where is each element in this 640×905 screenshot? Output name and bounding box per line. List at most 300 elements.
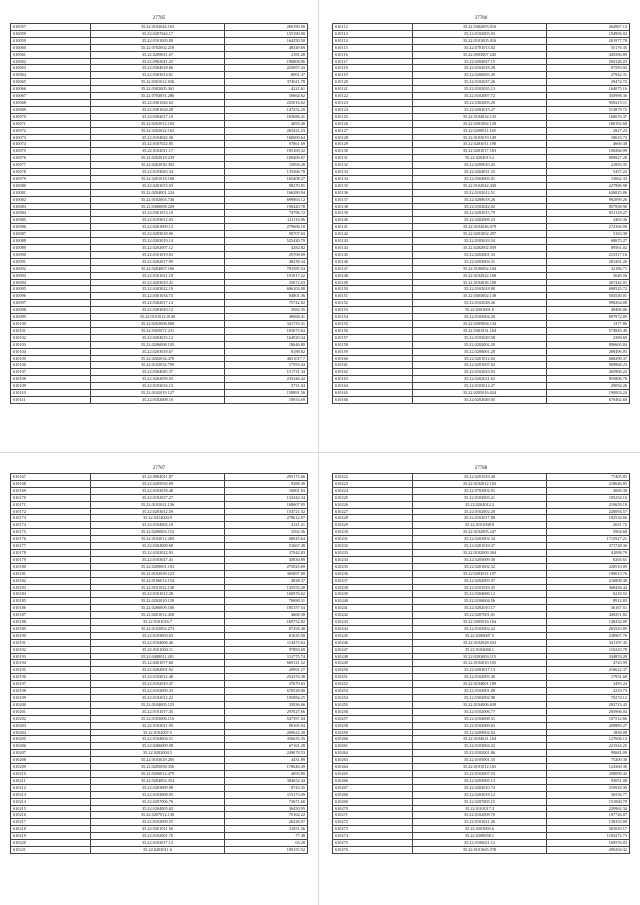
row-amount-cell: 97583.92 <box>546 65 629 72</box>
row-id-cell: 610255 <box>333 701 413 708</box>
row-code-cell: 35.22.0102007.53 <box>413 770 547 777</box>
row-code-cell: 35.22.0104068.1 <box>413 646 547 653</box>
row-id-cell: 610199 <box>11 695 91 702</box>
data-table <box>10 23 308 404</box>
table-row <box>333 480 630 487</box>
row-id-cell: 610088 <box>11 238 91 245</box>
row-code-cell: 35.22.0201015.03 <box>91 182 225 189</box>
data-table <box>332 473 630 854</box>
table-row <box>333 93 630 100</box>
row-amount-cell: 445566.89 <box>546 51 629 58</box>
row-amount-cell: 227986.98 <box>546 182 629 189</box>
table-row <box>11 619 308 626</box>
row-id-cell: 610067 <box>11 93 91 100</box>
table-row <box>11 369 308 376</box>
row-code-cell: 35.22.0302005.20 <box>413 99 547 106</box>
table-row <box>333 570 630 577</box>
row-id-cell: 610101 <box>11 327 91 334</box>
table-row <box>11 770 308 777</box>
row-id-cell: 610185 <box>11 598 91 605</box>
row-code-cell: 35.22.0203009.30 <box>413 556 547 563</box>
table-row <box>11 279 308 286</box>
row-code-cell: 35.22.0102019.127 <box>91 390 225 397</box>
row-id-cell: 610239 <box>333 591 413 598</box>
row-amount-cell: 281261.26 <box>546 258 629 265</box>
row-amount-cell: 121116.06 <box>224 217 307 224</box>
row-amount-cell: 185169.32 <box>224 148 307 155</box>
row-amount-cell: 699865.12 <box>224 196 307 203</box>
table-row <box>11 300 308 307</box>
row-code-cell: 35.22.0305016.164 <box>413 619 547 626</box>
row-id-cell: 610093 <box>11 272 91 279</box>
row-id-cell: 610057 <box>11 24 91 31</box>
table-row <box>333 598 630 605</box>
table-row <box>11 348 308 355</box>
row-code-cell: 35.22.0101021.26 <box>413 819 547 826</box>
row-code-cell: 35.22.0102044.163 <box>91 24 225 31</box>
table-row <box>11 833 308 840</box>
row-amount-cell: 29474.72 <box>546 79 629 86</box>
row-amount-cell: 49068.41 <box>224 314 307 321</box>
row-id-cell: 610144 <box>333 245 413 252</box>
row-amount-cell: 194906.02 <box>546 30 629 37</box>
row-code-cell: 35.22.0102028.26 <box>413 300 547 307</box>
row-amount-cell: 133444.34 <box>224 494 307 501</box>
row-code-cell: 35.22.0103008.05 <box>91 791 225 798</box>
row-amount-cell: 279606.18 <box>224 224 307 231</box>
row-code-cell: 35.22.0202008.23 <box>413 217 547 224</box>
table-row <box>11 764 308 771</box>
table-row <box>11 37 308 44</box>
row-id-cell: 610062 <box>11 58 91 65</box>
row-amount-cell: 67161.28 <box>224 743 307 750</box>
row-amount-cell: 151060.70 <box>546 798 629 805</box>
row-id-cell: 610245 <box>333 632 413 639</box>
row-amount-cell: 37679.63 <box>224 681 307 688</box>
row-id-cell: 610156 <box>333 327 413 334</box>
table-row <box>11 238 308 245</box>
row-code-cell: 35.22.0104002.18 <box>91 522 225 529</box>
row-id-cell: 610111 <box>11 396 91 403</box>
table-row <box>11 134 308 141</box>
row-amount-cell: 166289.94 <box>224 189 307 196</box>
row-amount-cell: 218646.85 <box>546 480 629 487</box>
row-amount-cell: 2631.72 <box>546 522 629 529</box>
row-amount-cell: 547397.04 <box>224 715 307 722</box>
row-id-cell: 610204 <box>11 729 91 736</box>
row-code-cell: 35.22.0202001.92 <box>91 667 225 674</box>
table-row <box>333 625 630 632</box>
row-id-cell: 610133 <box>333 169 413 176</box>
row-id-cell: 610213 <box>11 791 91 798</box>
row-id-cell: 610256 <box>333 708 413 715</box>
table-row <box>333 362 630 369</box>
row-code-cell: 35.22.0304018.66 <box>91 65 225 72</box>
table-row <box>333 113 630 120</box>
table-row <box>333 396 630 403</box>
row-id-cell: 610170 <box>11 494 91 501</box>
row-code-cell: 35.22.0101021.136 <box>91 501 225 508</box>
row-amount-cell: 97883.69 <box>224 646 307 653</box>
row-id-cell: 610183 <box>11 584 91 591</box>
row-code-cell: 35.22.0209010.25 <box>413 162 547 169</box>
row-amount-cell: 148432.09 <box>546 619 629 626</box>
row-code-cell: 35.22.0102006.77 <box>413 708 547 715</box>
row-code-cell: 35.22.0203009.98 <box>91 784 225 791</box>
table-row <box>11 189 308 196</box>
row-code-cell: 35.22.0203011.197 <box>413 570 547 577</box>
row-id-cell: 610148 <box>333 272 413 279</box>
table-row <box>11 396 308 403</box>
table-row <box>333 632 630 639</box>
row-id-cell: 610128 <box>333 134 413 141</box>
table-row <box>11 549 308 556</box>
row-id-cell: 610076 <box>11 155 91 162</box>
row-id-cell: 610217 <box>11 819 91 826</box>
row-id-cell: 610085 <box>11 217 91 224</box>
row-code-cell: 35.22.0902041.25 <box>91 58 225 65</box>
row-id-cell: 610191 <box>11 639 91 646</box>
row-amount-cell: 381659.17 <box>546 826 629 833</box>
row-id-cell: 610104 <box>11 348 91 355</box>
row-id-cell: 610168 <box>11 480 91 487</box>
row-code-cell: 35.22.0203011.198 <box>413 141 547 148</box>
row-amount-cell: 70274.12 <box>546 695 629 702</box>
table-row <box>333 327 630 334</box>
table-row <box>11 660 308 667</box>
row-id-cell: 610177 <box>11 543 91 550</box>
row-id-cell: 610266 <box>333 777 413 784</box>
row-code-cell: 35.22.0101022.140 <box>91 584 225 591</box>
row-code-cell: 35.22.0102003.740 <box>91 196 225 203</box>
row-id-cell: 610097 <box>11 300 91 307</box>
table-row <box>333 660 630 667</box>
table-row <box>333 529 630 536</box>
row-id-cell: 610267 <box>333 784 413 791</box>
row-code-cell: 35.22.0102017.88 <box>413 515 547 522</box>
row-code-cell: 35.22.0101012.28 <box>91 591 225 598</box>
row-id-cell: 610084 <box>11 210 91 217</box>
row-amount-cell: 275025.69 <box>224 563 307 570</box>
table-row <box>333 231 630 238</box>
row-code-cell: 35.22.0209001.193 <box>91 563 225 570</box>
row-code-cell: 35.22.0201009.13 <box>91 224 225 231</box>
row-code-cell: 35.22.0102009.33 <box>91 688 225 695</box>
horizontal-page-divider <box>0 452 640 453</box>
row-amount-cell: 21893.35 <box>546 162 629 169</box>
row-amount-cell: 182534.66 <box>546 515 629 522</box>
row-id-cell: 610271 <box>333 812 413 819</box>
row-id-cell: 610159 <box>333 348 413 355</box>
table-row <box>333 536 630 543</box>
row-id-cell: 610260 <box>333 736 413 743</box>
row-amount-cell: 2463.36 <box>546 217 629 224</box>
row-id-cell: 610193 <box>11 653 91 660</box>
table-row <box>11 501 308 508</box>
row-id-cell: 610197 <box>11 681 91 688</box>
row-amount-cell: 169576.03 <box>546 840 629 847</box>
table-row <box>11 522 308 529</box>
row-code-cell: 35.22.0304006.12 <box>413 591 547 598</box>
row-id-cell: 610257 <box>333 715 413 722</box>
table-row <box>11 798 308 805</box>
row-code-cell: 35.22.0101012.165 <box>413 764 547 771</box>
row-id-cell: 610125 <box>333 113 413 120</box>
row-amount-cell: 2181.28 <box>224 51 307 58</box>
row-amount-cell: 310918.39 <box>546 784 629 791</box>
table-row <box>11 474 308 481</box>
row-amount-cell: 61635.58 <box>224 632 307 639</box>
row-code-cell: 35.22.0101003.80 <box>91 37 225 44</box>
row-amount-cell: 278612.97 <box>224 515 307 522</box>
table-row <box>333 757 630 764</box>
table-row <box>11 314 308 321</box>
row-code-cell: 35.22.0102022.93 <box>91 549 225 556</box>
row-amount-cell: 191017.22 <box>224 272 307 279</box>
row-amount-cell: 89561.02 <box>546 245 629 252</box>
row-amount-cell: 36167.51 <box>546 605 629 612</box>
row-code-cell: 35.22.0206003.152 <box>91 529 225 536</box>
row-code-cell: 35.22.0203011.6 <box>91 846 225 853</box>
row-amount-cell: 51667.49 <box>224 543 307 550</box>
row-amount-cell: 35672.63 <box>224 279 307 286</box>
row-id-cell: 610181 <box>11 570 91 577</box>
row-code-cell: 35.22.0104008.31 <box>413 715 547 722</box>
row-code-cell: 35.22.0102023.03 <box>413 369 547 376</box>
row-amount-cell: 158891.56 <box>224 390 307 397</box>
row-id-cell: 610179 <box>11 556 91 563</box>
row-code-cell: 35.22.0102008.16 <box>91 396 225 403</box>
table-row <box>11 106 308 113</box>
row-code-cell: 35.22.0102005.03 <box>413 30 547 37</box>
row-id-cell: 610249 <box>333 660 413 667</box>
table-row <box>333 148 630 155</box>
table-row <box>333 556 630 563</box>
row-code-cell: 35.22.0102001.08 <box>413 688 547 695</box>
table-row <box>333 162 630 169</box>
row-amount-cell: 897972.89 <box>546 314 629 321</box>
row-amount-cell: 267442.01 <box>546 279 629 286</box>
row-amount-cell: 8912.83 <box>546 598 629 605</box>
row-id-cell: 610254 <box>333 695 413 702</box>
row-amount-cell: 87292.48 <box>224 625 307 632</box>
row-amount-cell: 17593.44 <box>224 362 307 369</box>
table-row <box>11 175 308 182</box>
table-row <box>333 750 630 757</box>
row-code-cell: 35.22.0207005.15 <box>413 798 547 805</box>
row-id-cell: 610123 <box>333 99 413 106</box>
row-id-cell: 610152 <box>333 300 413 307</box>
row-code-cell: 35.22.0102001.86 <box>413 750 547 757</box>
row-id-cell: 610079 <box>11 175 91 182</box>
row-code-cell: 35.22.0101004.11 <box>91 646 225 653</box>
table-row <box>333 72 630 79</box>
row-code-cell: 35.22.0201012.02 <box>413 355 547 362</box>
row-code-cell: 35.22.0102009.55 <box>91 819 225 826</box>
table-row <box>11 30 308 37</box>
row-id-cell: 610081 <box>11 189 91 196</box>
table-row <box>11 812 308 819</box>
row-amount-cell: 235346.42 <box>224 376 307 383</box>
table-row <box>11 362 308 369</box>
row-code-cell: 35.22.0102005.40 <box>413 674 547 681</box>
row-amount-cell: 70690.31 <box>224 598 307 605</box>
row-amount-cell: 74796.72 <box>224 210 307 217</box>
row-code-cell: 35.22.0104036.108 <box>413 279 547 286</box>
row-code-cell: 35.22.0202004.5 <box>91 750 225 757</box>
row-amount-cell: 165686.41 <box>224 113 307 120</box>
row-amount-cell: 3731.04 <box>224 383 307 390</box>
row-amount-cell: 252376.38 <box>224 674 307 681</box>
row-code-cell: 35.22.0103016.13 <box>91 383 225 390</box>
row-amount-cell: 626825.86 <box>546 189 629 196</box>
row-amount-cell: 3562.36 <box>224 529 307 536</box>
table-row <box>11 141 308 148</box>
row-code-cell: 35.22.0206009.106 <box>91 605 225 612</box>
table-row <box>333 840 630 847</box>
row-id-cell: 610175 <box>11 529 91 536</box>
row-amount-cell: 160192.68 <box>546 120 629 127</box>
row-id-cell: 610132 <box>333 162 413 169</box>
table-row <box>333 695 630 702</box>
table-row <box>333 494 630 501</box>
row-id-cell: 610109 <box>11 383 91 390</box>
row-id-cell: 610270 <box>333 805 413 812</box>
table-row <box>333 24 630 31</box>
table-row <box>11 99 308 106</box>
row-code-cell: 35.22.0102003.21 <box>413 494 547 501</box>
table-row <box>333 210 630 217</box>
table-row <box>11 750 308 757</box>
page-number: 27787 <box>152 466 166 471</box>
row-code-cell: 35.22.0101021.18 <box>91 272 225 279</box>
row-code-cell: 35.22.0204002.354 <box>91 777 225 784</box>
row-amount-cell: 3163.38 <box>546 231 629 238</box>
page-panel-4 <box>332 465 630 854</box>
row-code-cell: 35.22.0102002.20 <box>413 508 547 515</box>
row-amount-cell: 32186.71 <box>546 265 629 272</box>
row-code-cell: 35.22.0206001.28 <box>413 348 547 355</box>
row-code-cell: 35.22.0208058.1 <box>413 833 547 840</box>
row-code-cell: 35.22.0208018.26 <box>413 196 547 203</box>
row-id-cell: 610251 <box>333 674 413 681</box>
table-row <box>11 584 308 591</box>
row-id-cell: 610073 <box>11 134 91 141</box>
table-row <box>333 369 630 376</box>
table-row <box>11 563 308 570</box>
table-row <box>333 99 630 106</box>
row-id-cell: 610180 <box>11 563 91 570</box>
row-amount-cell: 371728.36 <box>546 543 629 550</box>
row-code-cell: 35.22.0202059.03 <box>91 376 225 383</box>
table-row <box>11 736 308 743</box>
row-id-cell: 610200 <box>11 701 91 708</box>
row-code-cell: 35.22.0202022.162 <box>91 127 225 134</box>
row-id-cell: 610215 <box>11 805 91 812</box>
table-row <box>333 189 630 196</box>
row-amount-cell: 165408.27 <box>224 175 307 182</box>
row-amount-cell: 77.48 <box>224 833 307 840</box>
table-row <box>11 777 308 784</box>
table-row <box>333 784 630 791</box>
row-amount-cell: 77405.85 <box>546 474 629 481</box>
table-row <box>333 508 630 515</box>
row-amount-cell: 160676.37 <box>546 113 629 120</box>
row-code-cell: 35.22.0204015.12 <box>91 334 225 341</box>
row-id-cell: 610096 <box>11 293 91 300</box>
table-row <box>333 272 630 279</box>
row-code-cell: 35.22.0204012.2 <box>413 501 547 508</box>
row-code-cell: 35.22.0203003.115 <box>413 653 547 660</box>
row-code-cell: 35.22.0301044.02 <box>91 99 225 106</box>
row-amount-cell: 36450.95 <box>224 805 307 812</box>
row-id-cell: 610164 <box>333 383 413 390</box>
table-row <box>333 639 630 646</box>
row-code-cell: 35.22.0208011.165 <box>413 127 547 134</box>
table-row <box>11 334 308 341</box>
row-code-cell: 35.22.0102032.790 <box>91 362 225 369</box>
row-code-cell: 35.22.0206005.49 <box>413 72 547 79</box>
row-code-cell: 35.22.0302017.14 <box>91 300 225 307</box>
page-number: 27786 <box>474 16 488 21</box>
table-row <box>11 536 308 543</box>
row-id-cell: 610105 <box>11 355 91 362</box>
table-row <box>333 667 630 674</box>
row-amount-cell: 114475.63 <box>224 639 307 646</box>
table-row <box>11 182 308 189</box>
row-id-cell: 610234 <box>333 556 413 563</box>
row-code-cell: 35.22.0104005.125 <box>91 701 225 708</box>
table-row <box>11 120 308 127</box>
table-row <box>333 390 630 397</box>
data-table <box>332 23 630 404</box>
table-row <box>333 798 630 805</box>
table-row <box>11 729 308 736</box>
table-row <box>333 258 630 265</box>
row-code-cell: 35.22.0103027.41 <box>91 556 225 563</box>
row-id-cell: 610094 <box>11 279 91 286</box>
row-code-cell: 35.22.0203005.13 <box>413 777 547 784</box>
row-id-cell: 610119 <box>333 72 413 79</box>
table-row <box>11 217 308 224</box>
row-amount-cell: 116325.78 <box>546 646 629 653</box>
row-amount-cell: 178646.49 <box>224 764 307 771</box>
row-code-cell: 35.22.0102037.26 <box>413 79 547 86</box>
row-code-cell: 35.22.0202049.05 <box>413 396 547 403</box>
row-id-cell: 610269 <box>333 798 413 805</box>
table-row <box>11 653 308 660</box>
table-row <box>11 272 308 279</box>
row-id-cell: 610223 <box>333 480 413 487</box>
row-code-cell: 35.22.0102022.168 <box>413 272 547 279</box>
row-amount-cell: 4431.89 <box>224 757 307 764</box>
row-amount-cell: 384652.44 <box>224 777 307 784</box>
row-amount-cell: 90707.63 <box>224 231 307 238</box>
row-id-cell: 610142 <box>333 231 413 238</box>
row-code-cell: 35.22.0202018.239 <box>91 155 225 162</box>
row-code-cell: 35.22.0303002.138 <box>413 293 547 300</box>
row-code-cell: 35.22.0204031.53 <box>413 169 547 176</box>
row-id-cell: 610059 <box>11 30 91 37</box>
row-code-cell: 35.22.0204001.224 <box>91 189 225 196</box>
row-id-cell: 610248 <box>333 653 413 660</box>
row-code-cell: 35.22.0202015.27 <box>413 106 547 113</box>
row-amount-cell: 98270.81 <box>224 182 307 189</box>
row-id-cell: 610138 <box>333 203 413 210</box>
row-amount-cell: 75200.30 <box>546 757 629 764</box>
table-row <box>11 722 308 729</box>
table-row <box>333 584 630 591</box>
